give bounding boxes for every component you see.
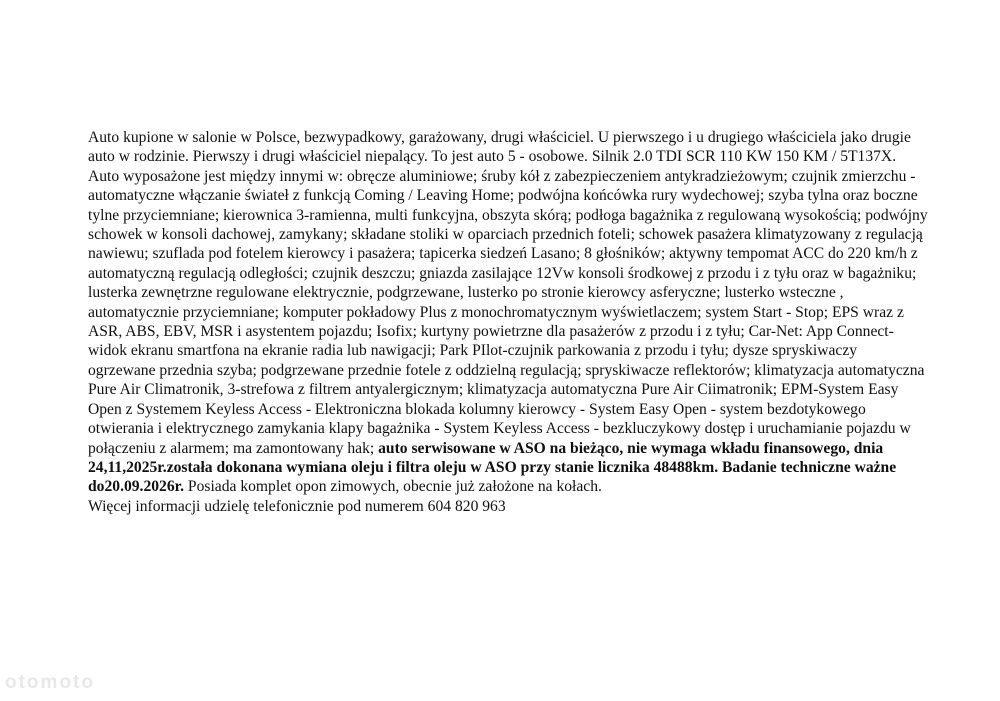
- watermark-logo: otomoto: [5, 672, 95, 693]
- document-text-block: [88, 128, 928, 516]
- contact-line: Więcej informacji udzielę telefonicznie pod numerem 604 820 963: [88, 497, 506, 515]
- description-bold-service-text: auto serwisowane w ASO na bieżąco, nie wymaga wkładu finansowego, dnia 24,11,2025r.została dokonana wymiana oleju i filtra oleju w ASO przy stanie licznika 48488km. Badanie techniczne ważne do20.09.2026r.: [88, 439, 897, 496]
- description-regular-text: Auto kupione w salonie w Polsce, bezwypadkowy, garażowany, drugi właściciel. U pierwszego i u drugiego właściciela jako drugie auto w rodzinie. Pierwszy i drugi właściciel niepalący. To jest auto 5 - osobowe. Silnik 2.0 TDI SCR 110 KW 150 KM / 5T137X. Auto wyposażone jest między innymi w: obręcze aluminiowe; śruby kół z zabezpieczeniem antykradzieżowym; czujnik zmierzchu - automatyczne włączanie świateł z funkcją Coming / Leaving Home; podwójna końcówka rury wydechowej; szyba tylna oraz boczne tylne przyciemniane; kierownica 3-ramienna, multi funkcyjna, obszyta skórą; podłoga bagażnika z regulowaną wysokością; podwójny schowek w konsoli dachowej, zamykany; składane stoliki w oparciach przednich foteli; schowek pasażera klimatyzowany z regulacją nawiewu; szuflada pod fotelem kierowcy i pasażera; tapicerka siedzeń Lasano; 8 głośników; aktywny tempomat ACC do 220 km/h z automatyczną regulacją odległości; czujnik deszczu; gniazda zasilające 12Vw konsoli środkowej z przodu i z tyłu oraz w bagażniku; lusterka zewnętrzne regulowane elektrycznie, podgrzewane, lusterko po stronie kierowcy asferyczne; lusterko wsteczne , automatycznie przyciemniane; komputer pokładowy Plus z monochromatycznym wyświetlaczem; system Start - Stop; EPS wraz z ASR, ABS, EBV, MSR i asystentem pojazdu; Isofix; kurtyny powietrzne dla pasażerów z przodu i z tyłu; Car-Net: App Connect-widok ekranu smartfona na ekranie radia lub nawigacji; Park PIlot-czujnik parkowania z przodu i tyłu; dysze spryskiwaczy ogrzewane przednia szyba; podgrzewane przednie fotele z oddzielną regulacją; spryskiwacze reflektorów; klimatyzacja automatyczna Pure Air Climatronik, 3-strefowa z filtrem antyalergicznym; klimatyzacja automatyczna Pure Air Ciimatronik; EPM-System Easy Open z Systemem Keyless Access - Elektroniczna blokada kolumny kierowcy - System Easy Open - system bezdotykowego otwierania i elektrycznego zamykania klapy bagażnika - System Keyless Access - bezkluczykowy dostęp i uruchamianie pojazdu w połączeniu z alarmem; ma zamontowany hak;: [88, 129, 928, 457]
- vehicle-description-paragraph: [88, 128, 928, 497]
- description-tail-text: Posiada komplet opon zimowych, obecnie już założone na kołach.: [184, 478, 602, 496]
